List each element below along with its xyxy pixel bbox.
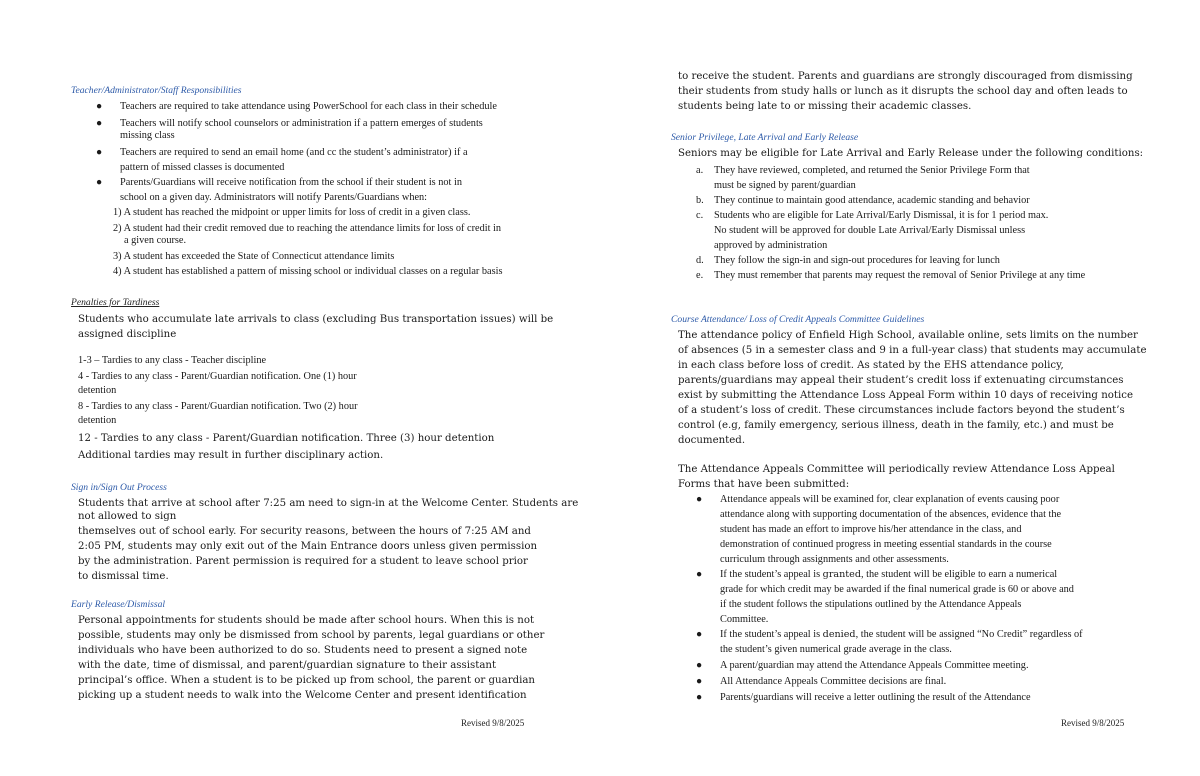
tier-2-cont: detention — [78, 385, 117, 396]
list-item: ● If the student’s appeal is denied, the student will be assigned “No Credit” regardless of the student’s given numerical grade average in the class. — [696, 629, 1083, 655]
list-item: d. They follow the sign-in and sign-out procedures for leaving for lunch — [696, 255, 1000, 266]
list-item: 4) A student has established a pattern of missing school or individual classes on a regular basis — [113, 266, 503, 277]
list-item: a. They have reviewed, completed, and returned the Senior Privilege Form that must be signed by parent/guardian — [696, 165, 1030, 191]
senior-intro: Seniors may be eligible for Late Arrival and Early Release under the following conditions: — [678, 148, 1144, 159]
right-page — [600, 0, 1200, 776]
teacher-bullet-list — [96, 99, 526, 279]
list-item: ● If the student’s appeal is granted, the student will be eligible to earn a numerical grade for which credit may be awarded if the final numerical grade is 60 or above and if the student follows the stipulations outlined by the Attendance Appeals Committee. — [696, 569, 1074, 625]
list-item-continued: a given course. — [124, 235, 187, 246]
list-item: ● Teachers will notify school counselors or administration if a pattern emerges of students missing class — [96, 118, 483, 141]
tardiness-intro: Students who accumulate late arrivals to class (excluding Bus transportation issues) will be assigned discipline — [78, 314, 554, 340]
list-item: ● Teachers are required to send an email home (and cc the student’s administrator) if a pattern of missed classes is documented — [96, 147, 468, 173]
list-item: b. They continue to maintain good attendance, academic standing and behavior — [696, 195, 1030, 206]
continuation-text: to receive the student. Parents and guardians are strongly discouraged from dismissing their students from study halls or lunch as it disrupts the school day and often leads to students being late to or missing their academic classes. — [678, 71, 1133, 112]
early-release-heading: Early Release/Dismissal — [71, 599, 166, 610]
tardiness-tiers — [78, 354, 358, 429]
signin-heading: Sign in/Sign Out Process — [71, 482, 167, 493]
list-item: ● A parent/guardian may attend the Attendance Appeals Committee meeting. — [696, 660, 1029, 671]
tier-4: 12 - Tardies to any class - Parent/Guardian notification. Three (3) hour detention — [78, 433, 495, 444]
list-item: ● All Attendance Appeals Committee decisions are final. — [696, 676, 947, 687]
teacher-heading: Teacher/Administrator/Staff Responsibilities — [71, 85, 242, 96]
appeals-heading: Course Attendance/ Loss of Credit Appeals Committee Guidelines — [671, 314, 925, 325]
list-item: ● Parents/guardians will receive a letter outlining the result of the Attendance — [696, 692, 1031, 703]
list-item: e. They must remember that parents may request the removal of Senior Privilege at any time — [696, 270, 1086, 281]
list-item: 3) A student has exceeded the State of Connecticut attendance limits — [113, 251, 395, 262]
tier-2: 4 - Tardies to any class - Parent/Guardian notification. One (1) hour — [78, 370, 357, 382]
appeals-paragraph: The attendance policy of Enfield High School, available online, sets limits on the number of absences (5 in a semester class and 9 in a full-year class) that students may accumulate in each class before loss of credit. As stated by the EHS attendance policy, parents/guardians may appeal their student’s credit loss if extenuating circumstances exist by submitting the Attendance Loss Appeal Form within 10 days of receiving notice of a student’s loss of credit. These circumstances include factors beyond the student’s control (e.g, family emergency, serious illness, death in the family, etc.) and must be documented. — [678, 330, 1147, 446]
senior-heading: Senior Privilege, Late Arrival and Early Release — [671, 132, 859, 143]
additional-tardies: Additional tardies may result in further disciplinary action. — [78, 450, 384, 461]
tardiness-heading: Penalties for Tardiness — [71, 297, 160, 308]
footer-revised: Revised 9/8/2025 — [461, 718, 525, 728]
list-item: 2) A student had their credit removed due to reaching the attendance limits for loss of credit in — [113, 223, 502, 234]
senior-conditions — [678, 163, 1085, 283]
early-release-text: Personal appointments for students should be made after school hours. When this is not possible, students may only be dismissed from school by parents, legal guardians or other individuals who have been authorized to do so. Students need to present a signed note with the date, time of dismissal, and parent/guardian signature to their assistant principal’s office. When a student is to be picked up from school, the parent or guardian picking up a student needs to walk into the Welcome Center and present identification — [78, 615, 545, 701]
list-item: ● Attendance appeals will be examined for, clear explanation of events causing poor attendance along with supporting documentation of the absences, evidence that the student has made an effort to improve his/her attendance in the class, and demonstration of continued progress in meeting essential standards in the course curriculum through assignments and other assessments. — [696, 494, 1062, 565]
list-item: c. Students who are eligible for Late Arrival/Early Dismissal, it is for 1 period max. No student will be approved for double Late Arrival/Early Dismissal unless approved by administration — [696, 210, 1049, 251]
tardiness-tail — [78, 430, 494, 464]
list-item: ● Teachers are required to take attendance using PowerSchool for each class in their schedule — [96, 101, 497, 112]
list-item: ● Parents/Guardians will receive notification from the school if their student is not in school on a given day. Administrators will notify Parents/Guardians when: — [96, 177, 463, 203]
appeals-review-intro: The Attendance Appeals Committee will periodically review Attendance Loss Appeal Forms that have been submitted: — [678, 464, 1115, 490]
footer-revised: Revised 9/8/2025 — [1061, 718, 1125, 728]
tier-3-cont: detention — [78, 415, 117, 426]
tier-1: 1-3 – Tardies to any class - Teacher discipline — [78, 355, 267, 366]
signin-text: Students that arrive at school after 7:25 am need to sign-in at the Welcome Center. Students are not allowed to sign themselves out of school early. For security reasons, between the hours of 7:25 AM and 2:05 PM, students may only exit out of the Main Entrance doors unless given permission by the administration. Parent permission is required for a student to leave school prior to dismissal time. — [78, 498, 579, 582]
list-item: 1) A student has reached the midpoint or upper limits for loss of credit in a given class. — [113, 207, 471, 218]
appeals-bullet-list — [696, 492, 1083, 705]
numbered-subitems — [96, 205, 526, 279]
tier-3: 8 - Tardies to any class - Parent/Guardian notification. Two (2) hour — [78, 400, 358, 412]
